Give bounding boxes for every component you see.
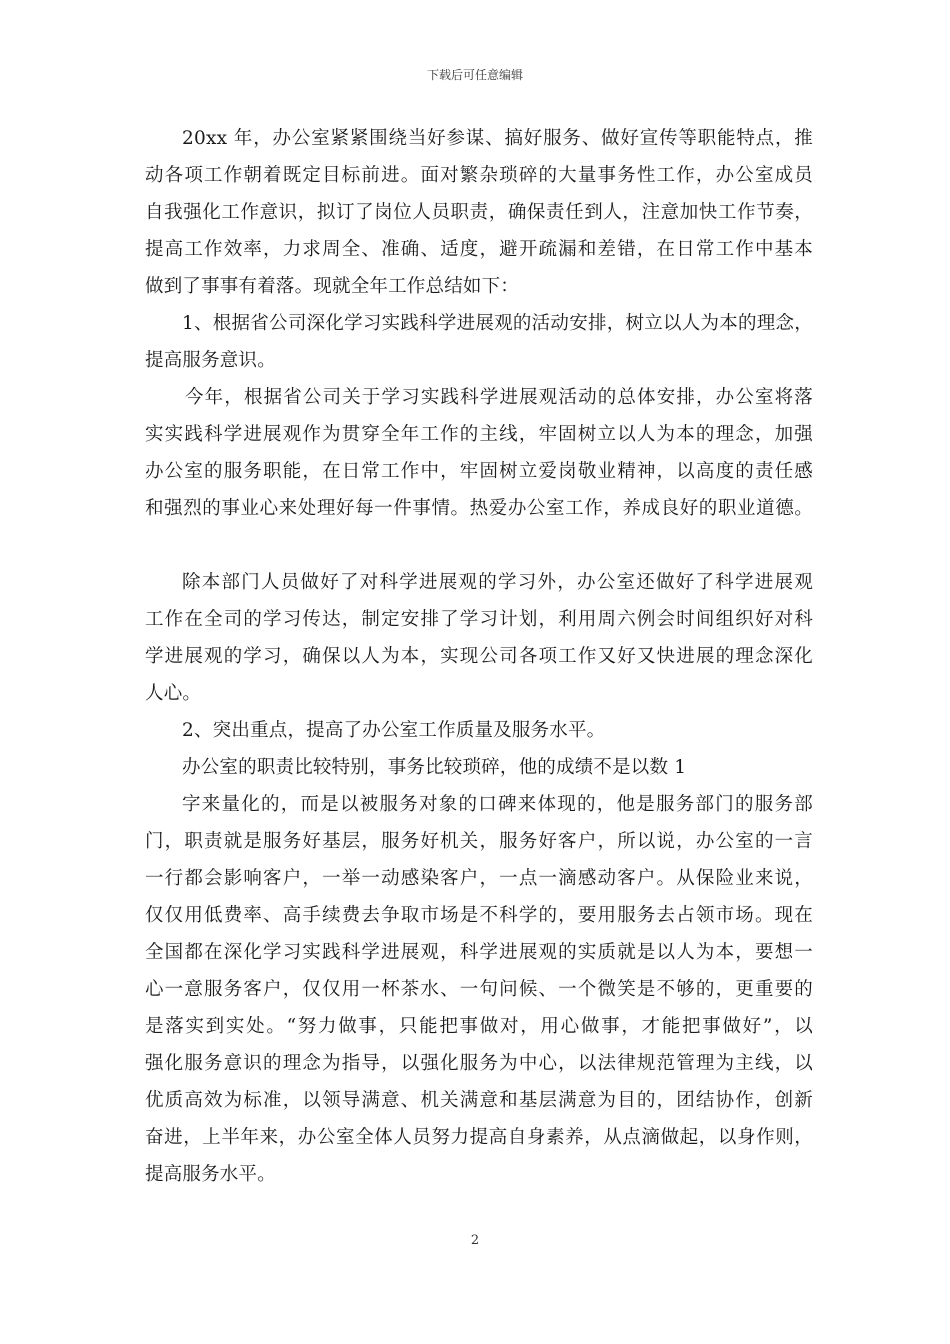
section-heading-line: 1、根据省公司深化学习实践科学进展观的活动安排，树立以人为本的理念， [182,313,813,334]
paragraph-line: 奋进，上半年来，办公室全体人员努力提高自身素养，从点滴做起，以身作则， [145,1127,813,1148]
paragraph-line: 字来量化的，而是以被服务对象的口碑来体现的，他是服务部门的服务部 [182,794,813,815]
paragraph-line: 20xx 年，办公室紧紧围绕当好参谋、搞好服务、做好宣传等职能特点，推 [182,128,813,149]
paragraph-line: 学进展观的学习，确保以人为本，实现公司各项工作又好又快进展的理念深化 [145,646,813,667]
paragraph-line: 门，职责就是服务好基层，服务好机关，服务好客户，所以说，办公室的一言 [145,831,813,852]
paragraph-spacer [145,527,813,564]
section-heading-line: 提高服务意识。 [145,350,276,371]
document-body [145,120,813,1193]
paragraph-line: 办公室的职责比较特别，事务比较琐碎，他的成绩不是以数 1 [182,757,687,778]
paragraph-line: 优质高效为标准，以领导满意、机关满意和基层满意为目的，团结协作，创新 [145,1090,813,1111]
paragraph-line: 仅仅用低费率、高手续费去争取市场是不科学的，要用服务去占领市场。现在 [145,905,813,926]
page-number: 2 [470,1233,480,1248]
paragraph-line: 是落实到实处。“努力做事，只能把事做对，用心做事，才能把事做好”，以 [145,1016,813,1037]
paragraph-line: 实实践科学进展观作为贯穿全年工作的主线，牢固树立以人为本的理念，加强 [145,424,813,445]
paragraph-line: 提高工作效率，力求周全、准确、适度，避开疏漏和差错，在日常工作中基本 [145,239,813,260]
paragraph-line: 做到了事事有着落。现就全年工作总结如下： [145,276,520,297]
paragraph-line: 一行都会影响客户，一举一动感染客户，一点一滴感动客户。从保险业来说， [145,868,813,889]
paragraph-line: 强化服务意识的理念为指导，以强化服务为中心，以法律规范管理为主线，以 [145,1053,813,1074]
paragraph-line: 今年，根据省公司关于学习实践科学进展观活动的总体安排，办公室将落 [185,387,813,408]
section-heading-line: 2、突出重点，提高了办公室工作质量及服务水平。 [182,720,606,741]
paragraph-line: 人心。 [145,683,202,704]
paragraph-line: 和强烈的事业心来处理好每一件事情。热爱办公室工作，养成良好的职业道德。 [145,498,813,519]
paragraph-line: 办公室的服务职能，在日常工作中，牢固树立爱岗敬业精神，以高度的责任感 [145,461,813,482]
page-header: 下载后可任意编辑 [426,68,523,82]
paragraph-line: 心一意服务客户，仅仅用一杯茶水、一句问候、一个微笑是不够的，更重要的 [145,979,813,1000]
paragraph-line: 自我强化工作意识，拟订了岗位人员职责，确保责任到人，注意加快工作节奏， [145,202,813,223]
paragraph-line: 工作在全司的学习传达，制定安排了学习计划，利用周六例会时间组织好对科 [145,609,813,630]
paragraph-line: 全国都在深化学习实践科学进展观，科学进展观的实质就是以人为本，要想一 [145,942,813,963]
paragraph-line: 提高服务水平。 [145,1164,276,1185]
paragraph-line: 动各项工作朝着既定目标前进。面对繁杂琐碎的大量事务性工作，办公室成员 [145,165,813,186]
paragraph-line: 除本部门人员做好了对科学进展观的学习外，办公室还做好了科学进展观 [182,572,813,593]
